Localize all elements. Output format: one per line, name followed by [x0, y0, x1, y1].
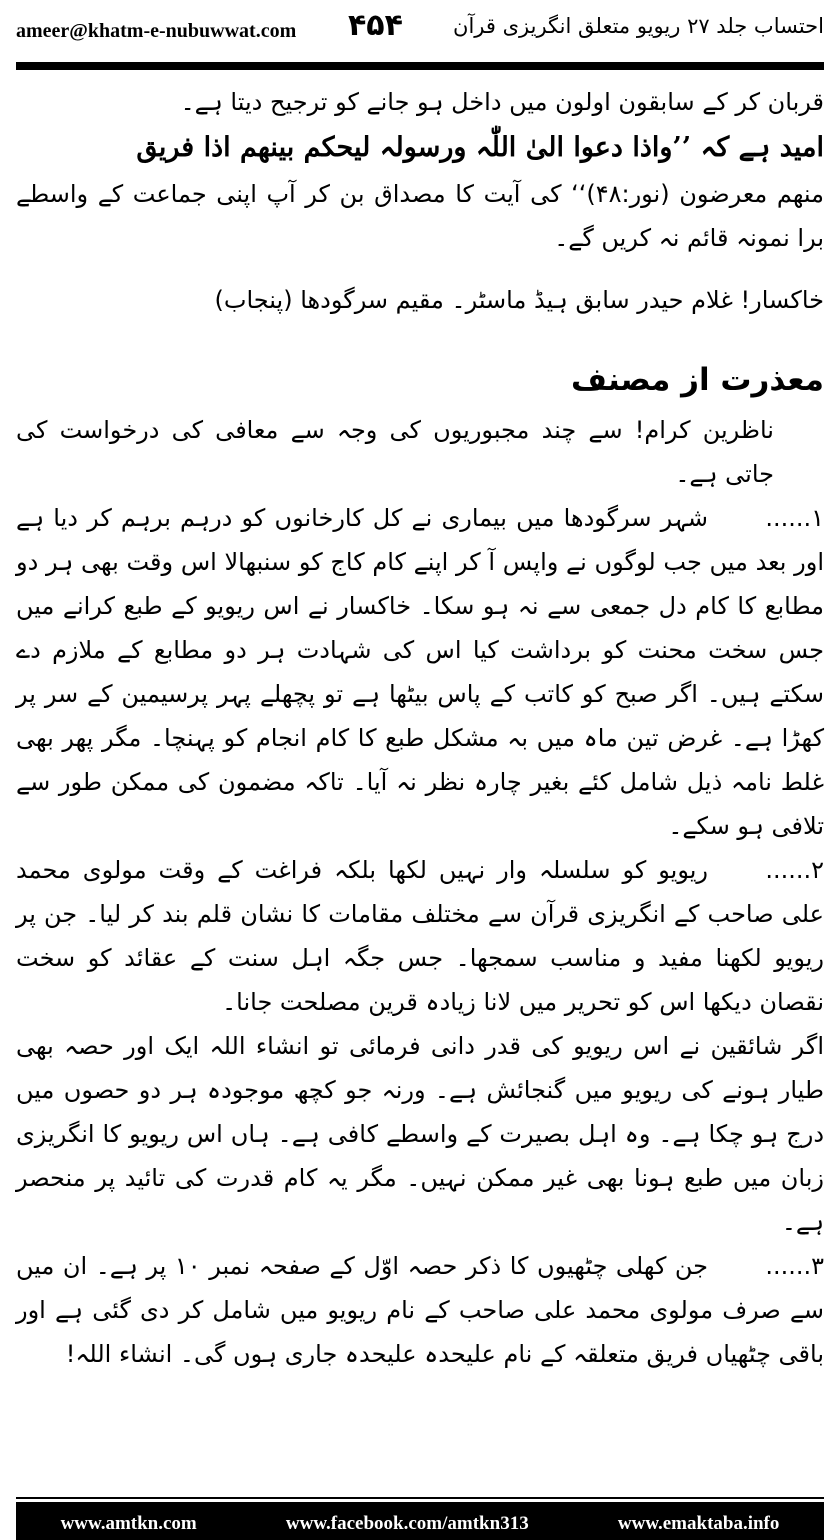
intro-paragraph: ناظرین کرام! سے چند مجبوریوں کی وجہ سے معافی کی درخواست کی جاتی ہے۔: [16, 416, 774, 488]
numbered-item-1: [16, 496, 824, 848]
item-text: ریویو کو سلسلہ وار نہیں لکھا بلکہ فراغت کے وقت مولوی محمد علی صاحب کے انگریزی قرآن سے مختلف مقامات کا نشان قلم بند کر لیا۔ جن پر ریویو لکھنا مفید و مناسب سمجھا۔ جس جگہ اہل سنت کے عقائد کو سخت نقصان دیکھا اس کو تحریر میں لانا زیادہ قرین مصلحت جانا۔: [16, 856, 824, 1016]
footer-link-amtkn[interactable]: www.amtkn.com: [60, 1513, 197, 1534]
footer-rule-thin: [16, 1497, 824, 1499]
footer-link-facebook[interactable]: www.facebook.com/amtkn313: [285, 1513, 529, 1534]
item-number: ۳......: [765, 1252, 824, 1280]
section-heading: معذرت از مصنف: [571, 362, 824, 398]
paragraph: قربان کر کے سابقون اولون میں داخل ہو جانے کو ترجیح دیتا ہے۔: [180, 88, 824, 116]
signature-line: خاکسار! غلام حیدر سابق ہیڈ ماسٹر۔ مقیم سرگودھا (پنجاب): [214, 286, 824, 314]
quoted-verse: امید ہے کہ ’’واذا دعوا الیٰ اللّٰہ ورسولہ لیحکم بینھم اذا فریق: [136, 132, 824, 163]
footer-bar: [16, 1508, 824, 1540]
paragraph: اگر شائقین نے اس ریویو کی قدر دانی فرمائی تو انشاء اللہ ایک اور حصہ بھی طیار ہونے کی ریویو میں گنجائش ہے۔ ورنہ جو کچھ موجودہ ہر دو حصوں میں درج ہو چکا ہے۔ وہ اہل بصیرت کے واسطے کافی ہے۔ ہاں اس ریویو کا انگریزی زبان میں طبع ہونا بھی غیر ممکن نہیں۔ مگر یہ کام قدرت کی تائید پر منحصر ہے۔: [16, 1032, 824, 1236]
page-header: [0, 0, 840, 62]
item-text: شہر سرگودھا میں بیماری نے کل کارخانوں کو درہم برہم کر دیا ہے اور بعد میں جب لوگوں نے واپس آ کر اپنے کام کاج کو سنبھالا اس وقت بھی ہر دو مطابع کا کام دل جمعی سے نہ ہو سکا۔ خاکسار نے اس ریویو کے طبع کرانے میں جس سخت محنت کو برداشت کیا اس کی شہادت ہر دو مطابع کے ملازم دے سکتے ہیں۔ اگر صبح کو کاتب کے پاس بیٹھا ہے تو پچھلے پہر پرسیمین کے سر پر کھڑا ہے۔ غرض تین ماہ میں بہ مشکل طبع کا کام انجام کو پہنچا۔ مگر پھر بھی غلط نامہ ذیل شامل کئے بغیر چارہ نظر نہ آیا۔ تاکہ مضمون کی ممکن طور سے تلافی ہو سکے۔: [16, 504, 824, 840]
item-number: ۲......: [765, 856, 824, 884]
page-number: ۴۵۴: [348, 8, 403, 43]
running-title: احتساب جلد ۲۷ ریویو متعلق انگریزی قرآن: [453, 14, 824, 38]
numbered-item-3: [16, 1244, 824, 1376]
header-rule: [16, 62, 824, 70]
item-text: جن کھلی چٹھیوں کا ذکر حصہ اوّل کے صفحہ نمبر ۱۰ پر ہے۔ ان میں سے صرف مولوی محمد علی صاحب کے نام ریویو میں شامل کر دی گئی ہے اور باقی چٹھیاں فریق متعلقہ کے نام علیحدہ علیحدہ جاری ہوں گی۔ انشاء اللہ!: [16, 1252, 824, 1368]
page-content: [16, 80, 824, 1376]
footer-link-emaktaba[interactable]: www.emaktaba.info: [617, 1513, 780, 1534]
header-email[interactable]: ameer@khatm-e-nubuwwat.com: [16, 20, 297, 42]
numbered-item-2: [16, 848, 824, 1024]
item-number: ۱......: [765, 504, 824, 532]
paragraph: منھم معرضون (نور:۴۸)‘‘ کی آیت کا مصداق بن کر آپ اپنی جماعت کے واسطے برا نمونہ قائم نہ کریں گے۔: [16, 180, 824, 252]
